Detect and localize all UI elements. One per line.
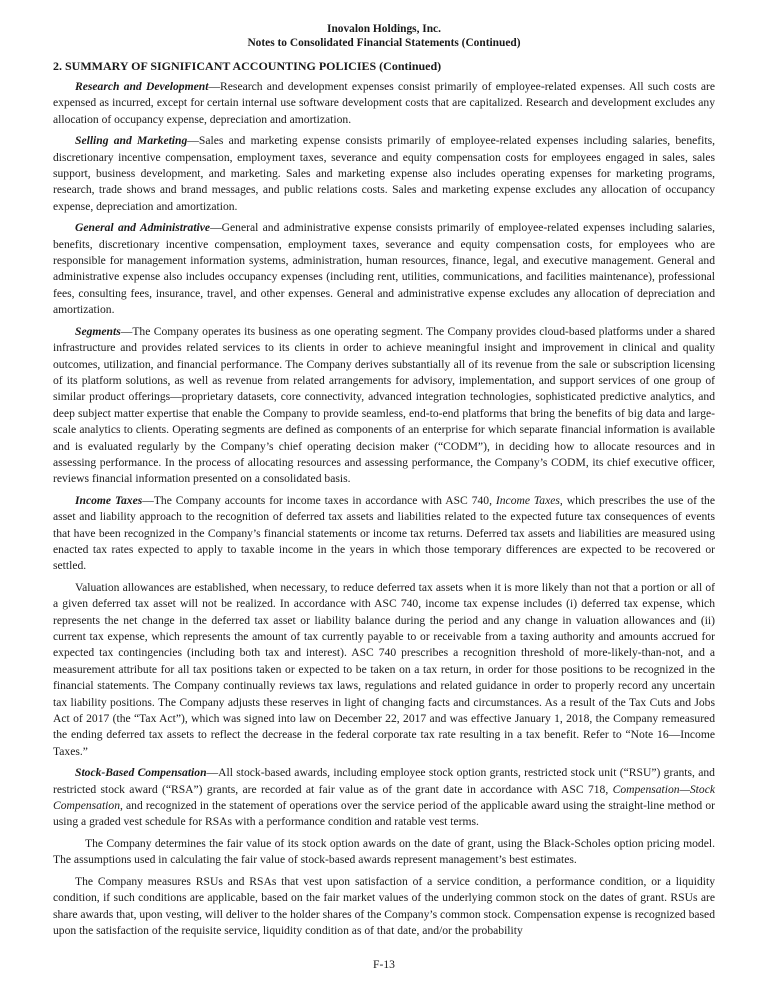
run-in-heading: General and Administrative	[75, 221, 211, 235]
paragraph-black-scholes: The Company determines the fair value of its stock option awards on the date of grant, using the Black-Scholes option pricing model. The assumptions used in calculating the fair value of stock-based awards represent management’s best estimates.	[53, 836, 715, 867]
paragraph-income-taxes	[53, 493, 715, 575]
run-in-heading: Stock-Based Compensation	[75, 766, 207, 780]
paragraph-text: —Research and development expenses consist primarily of employee-related expenses. All such costs are expensed as incurred, except for certain internal use software development costs that are capitalized. Research and development excludes any allocation of occupancy expense, depreciation and amortization.	[53, 80, 715, 126]
paragraph-text: —Sales and marketing expense consists primarily of employee-related expenses including salaries, benefits, discretionary incentive compensation, employment taxes, severance and equity compensation costs for employees engaged in sales, sales support, business development, and marketing. Sales and marketing expense also includes operating expenses for marketing programs, research, trade shows and brand messages, and public relations costs. Sales and marketing expense excludes any allocation of occupancy expense, depreciation and amortization.	[53, 134, 715, 213]
section-title: 2. SUMMARY OF SIGNIFICANT ACCOUNTING POLICIES (Continued)	[53, 59, 442, 73]
italic-reference: Compensation—Stock Compensation	[53, 782, 715, 813]
run-in-heading: Segments	[75, 324, 121, 338]
paragraph-text: —The Company operates its business as one operating segment. The Company provides cloud-based platforms under a shared infrastructure and provides related services to its clients in order to achieve meaningful insight and improvement in clinical and quality outcomes, utilization, and financial performance. The Company derives substantially all of its revenue from the sale or subscription licensing of its platform solutions, as well as revenue from related arrangements for advisory, implementation, and support services of one group of similar product offerings—proprietary datasets, core connectivity, advanced integration technologies, sophisticated predictive analytics, and deep subject matter expertise that enable the Company to provide seamless, end-to-end platforms that bring the benefits of big data and large-scale analytics to clients. Operating segments are defined as components of an enterprise for which separate financial information is available and is evaluated regularly by the Company’s chief operating decision maker (“CODM”), in deciding how to allocate resources and in assessing performance. In the process of allocating resources and assessing performance, the Company’s CODM, its chief executive officer, reviews financial information presented on a consolidated basis.	[53, 324, 715, 486]
run-in-heading: Income Taxes	[75, 493, 143, 507]
paragraph-valuation-allowances: Valuation allowances are established, when necessary, to reduce deferred tax assets when it is more likely than not that a portion or all of a given deferred tax asset will not be realized. In accordance with ASC 740, income tax expense includes (i) deferred tax expense, which represents the net change in the deferred tax asset or liability balance during the period and any change in valuation allowances and (ii) current tax expense, which represents the amount of tax currently payable to or receivable from a taxing authority and amounts accrued for expected tax contingencies (including both tax and interest). ASC 740 prescribes a recognition threshold of more-likely-than-not, and a measurement attribute for all tax positions taken or expected to be taken on a tax return, in order for those positions to be recognized in the financial statements. The Company continually reviews tax laws, regulations and related guidance in order to properly record any uncertain tax liability positions. The Company adjusts these reserves in light of changing facts and circumstances. As a result of the Tax Cuts and Jobs Act of 2017 (the “Tax Act”), which was signed into law on December 22, 2017 and was effective January 1, 2018, the Company remeasured the ending deferred tax assets to reflect the decrease in the federal corporate tax rate resulting in a tax benefit. Refer to “Note 16—Income Taxes.”	[53, 580, 715, 758]
document-page	[53, 22, 715, 944]
run-in-heading: Selling and Marketing	[75, 134, 188, 148]
run-in-heading: Research and Development	[75, 80, 209, 93]
italic-reference: Income Taxes	[495, 493, 560, 507]
paragraph-text: , which prescribes the use of the asset and liability approach to the recognition of deferred tax assets and liabilities related to the expected future tax consequences of events that have been recognized in the Company’s financial statements or income tax returns. Deferred tax assets and liabilities are measured using enacted tax rates expected to apply to taxable income in the years in which those temporary differences are expected to be recovered or settled.	[53, 493, 716, 573]
page-number: F-13	[373, 958, 395, 971]
paragraph-research-development	[53, 79, 715, 128]
paragraph-text: —The Company accounts for income taxes in accordance with ASC 740,	[142, 493, 496, 507]
header-subtitle: Notes to Consolidated Financial Statements (Continued)	[247, 37, 521, 49]
paragraph-rsu-rsa: The Company measures RSUs and RSAs that vest upon satisfaction of a service condition, a performance condition, or a liquidity condition, if such conditions are applicable, based on the fair market values of the underlying common stock on the dates of grant. RSUs are share awards that, upon vesting, will deliver to the holder shares of the Company’s common stock. Compensation expense is recognized based upon the satisfaction of the requisite service, liquidity condition as of that date, and/or the probability	[53, 874, 715, 937]
company-name: Inovalon Holdings, Inc.	[327, 23, 441, 35]
paragraph-selling-marketing	[53, 133, 715, 215]
paragraph-text: —All stock-based awards, including employee stock option grants, restricted stock unit (“RSU”) grants, and restricted stock award (“RSA”) grants, are recorded at fair value as of the grant date in accordance with ASC 718,	[53, 766, 715, 796]
paragraph-stock-based-compensation	[53, 765, 715, 831]
paragraph-text: —General and administrative expense consists primarily of employee-related expenses including salaries, benefits, discretionary incentive compensation, employment taxes, severance and equity compensation costs, for employees who are responsible for management information systems, administration, human resources, finance, legal, and executive management. General and administrative expense also includes occupancy expenses (including rent, utilities, communications, and facilities maintenance), professional fees, consulting fees, insurance, travel, and other expenses. General and administrative expense excludes any allocation of depreciation and amortization.	[53, 221, 715, 317]
paragraph-segments	[53, 324, 715, 488]
paragraph-general-administrative	[53, 220, 715, 318]
paragraph-text: , and recognized in the statement of operations over the service period of the applicable award using the straight-line method or using a graded vest schedule for RSAs with a performance condition and ratable vest terms.	[53, 799, 715, 829]
